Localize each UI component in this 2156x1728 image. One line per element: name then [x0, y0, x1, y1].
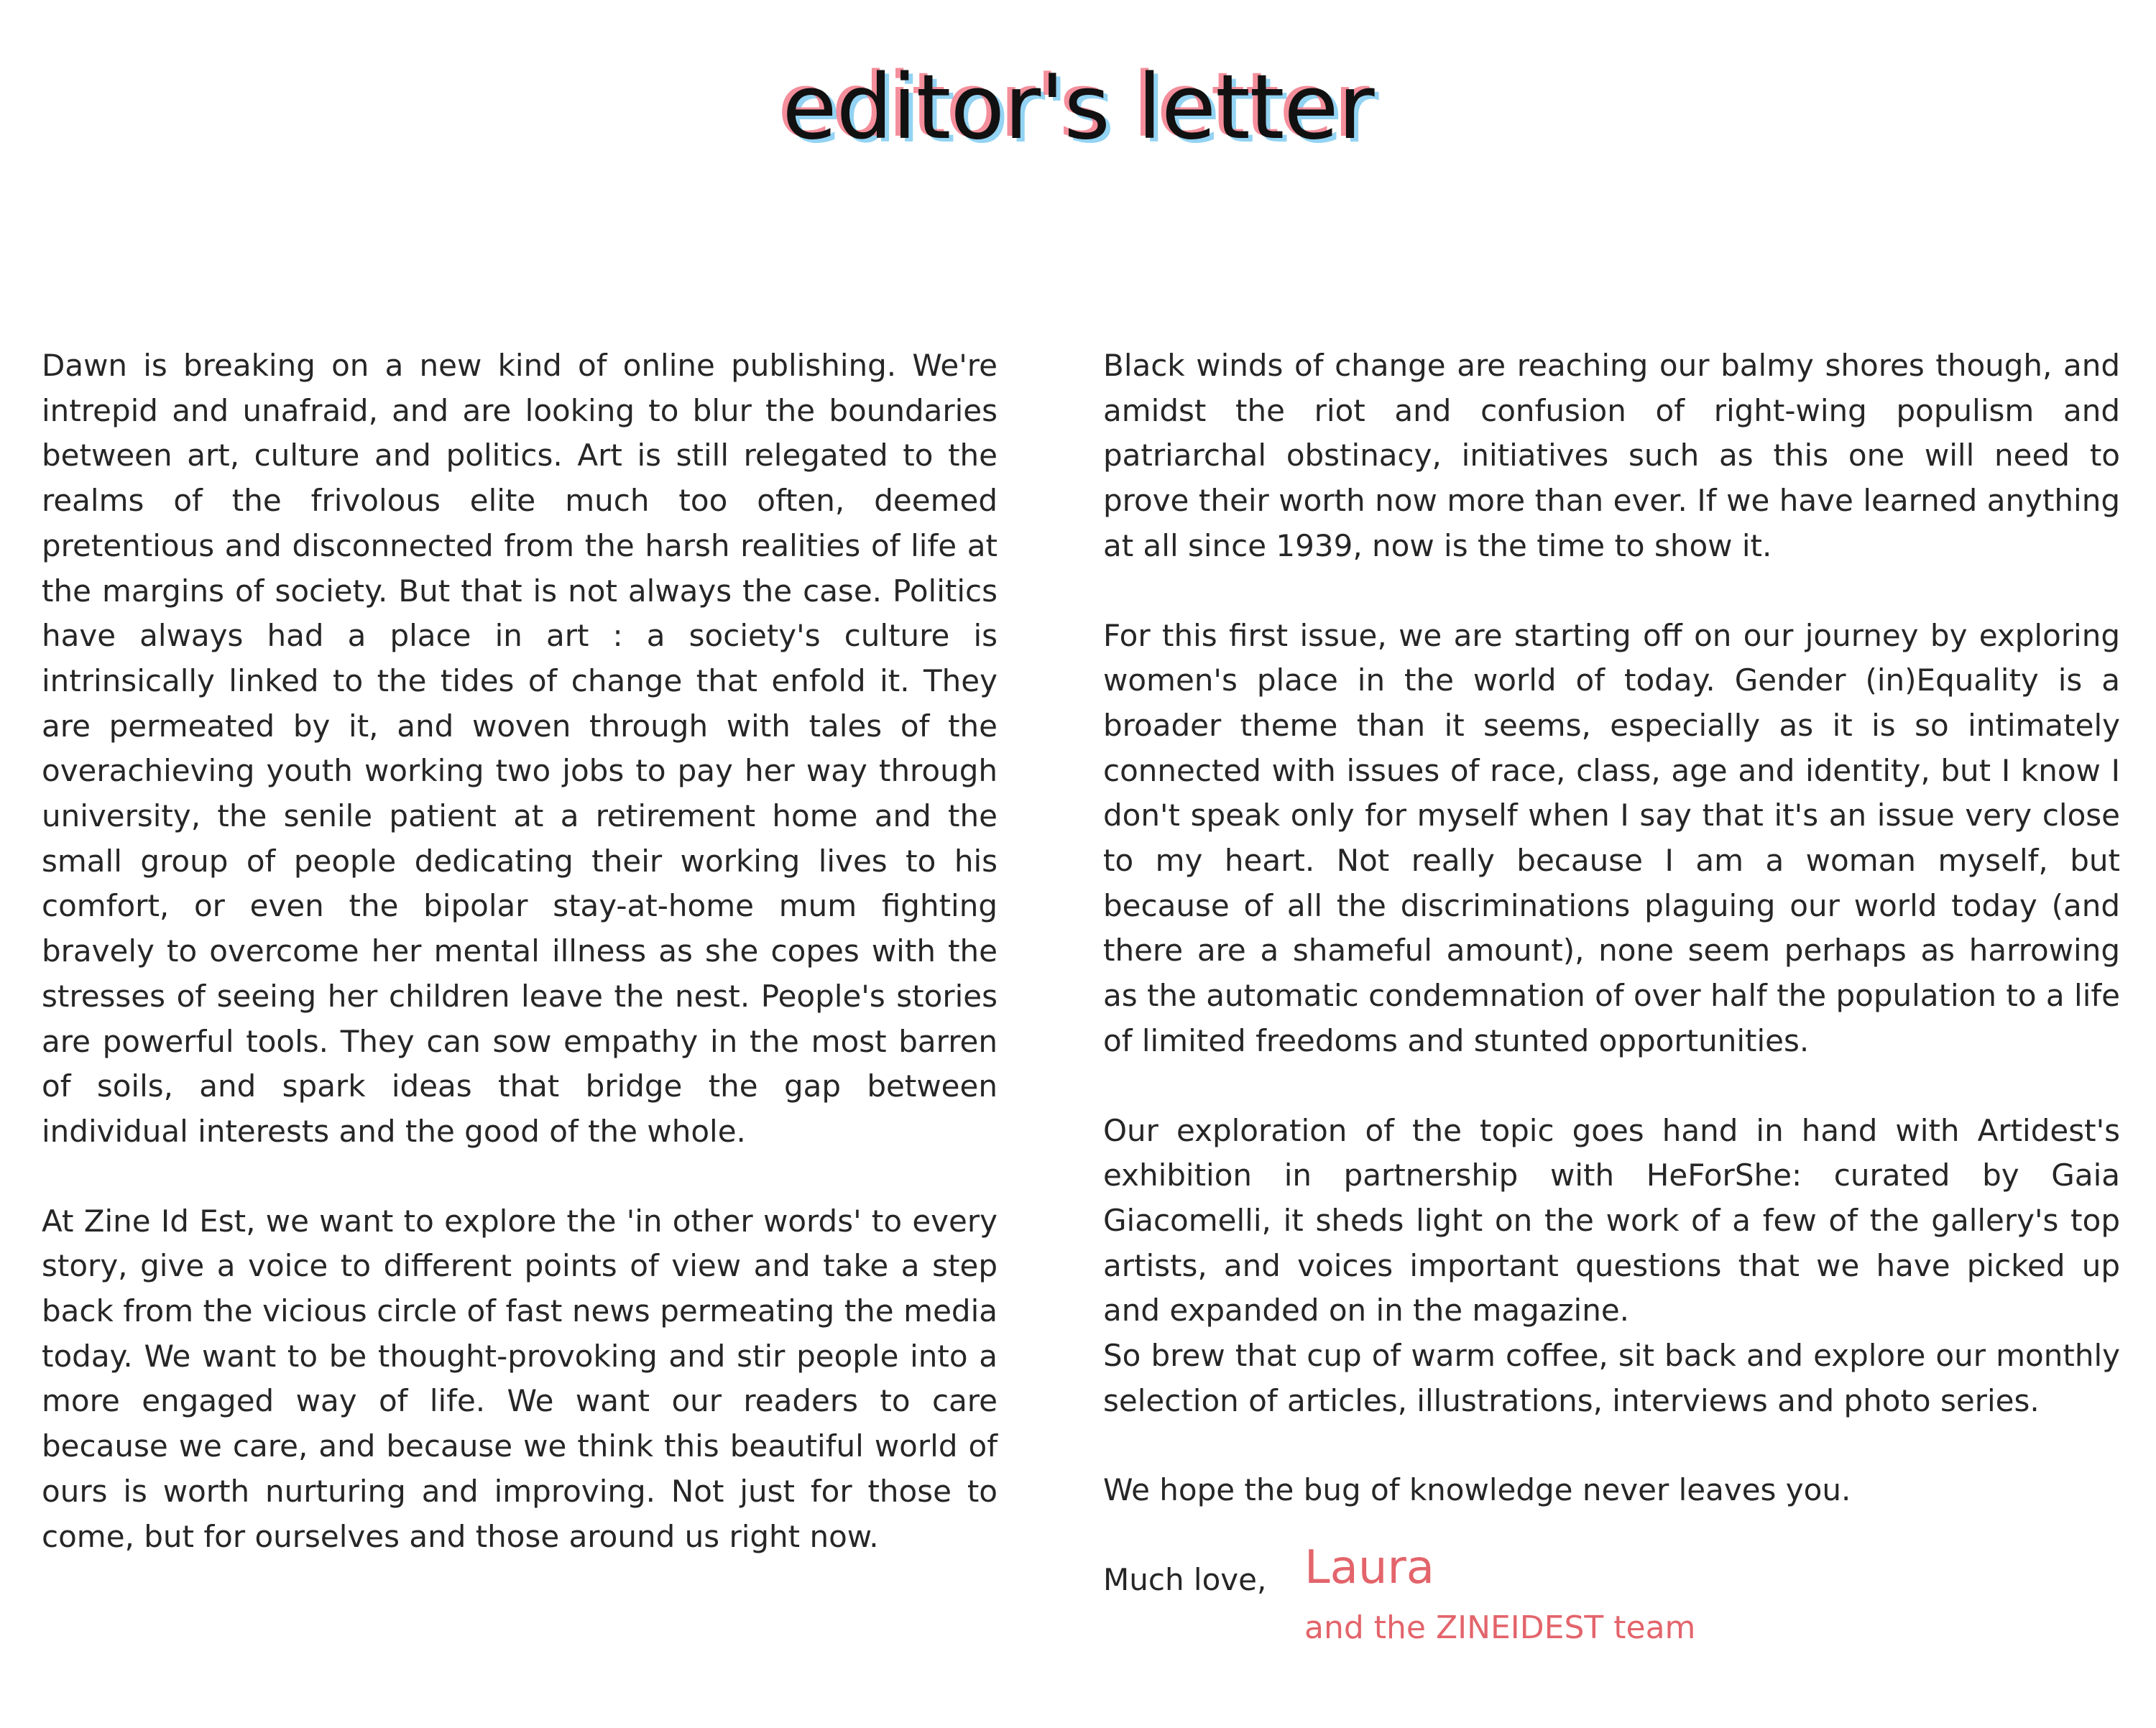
- right-paragraph-5: We hope the bug of knowledge never leaves you.: [1103, 1472, 1851, 1508]
- right-paragraph-3: Our exploration of the topic goes hand in hand with Artidest's exhibition in partnership with HeForShe: curated by Gaia Giacomelli, it sheds light on the work of a few of the gallery's top artists, and voices important questions that we have picked up and expanded on in the magazine.: [1103, 1112, 2120, 1329]
- left-column: [42, 343, 998, 1559]
- page-title: editor's letter: [782, 56, 1374, 160]
- left-paragraph-2: At Zine Id Est, we want to explore the 'in other words' to every story, give a voice to different points of view and take a step back from the vicious circle of fast news permeating the media today. We want to be thought-provoking and stir people into a more engaged way of life. We want our readers to care because we care, and because we think this beautiful world of ours is worth nurturing and improving. Not just for those to come, but for ourselves and those around us right now.: [42, 1203, 998, 1554]
- left-paragraph-1: Dawn is breaking on a new kind of online publishing. We're intrepid and unafraid, and are looking to blur the boundaries between art, culture and politics. Art is still relegated to the realms of the frivolous elite much too often, deemed pretentious and disconnected from the harsh realities of life at the margins of society. But that is not always the case. Politics have always had a place in art : a society's culture is intrinsically linked to the tides of change that enfold it. They are permeated by it, and woven through with tales of the overachieving youth working two jobs to pay her way through university, the senile patient at a retirement home and the small group of people dedicating their working lives to his comfort, or even the bipolar stay-at-home mum fighting bravely to overcome her mental illness as she copes with the stresses of seeing her children leave the nest. People's stories are powerful tools. They can sow empathy in the most barren of soils, and spark ideas that bridge the gap between individual interests and the good of the whole.: [42, 348, 998, 1149]
- signature-name: Laura: [1304, 1541, 1434, 1594]
- signature: [1304, 1541, 1696, 1646]
- right-paragraph-2: For this first issue, we are starting off on our journey by exploring women's place in the world of today. Gender (in)Equality is a broader theme than it seems, especially as it is so intimately connected with issues of race, class, age and identity, but I know I don't speak only for myself when I say that it's an issue very close to my heart. Not really because I am a woman myself, but because of all the discriminations plaguing our world today (and there are a shameful amount), none seem perhaps as harrowing as the automatic condemnation of over half the population to a life of limited freedoms and stunted opportunities.: [1103, 617, 2120, 1058]
- signature-team: and the ZINEIDEST team: [1304, 1609, 1696, 1646]
- sign-off: Much love,: [1103, 1562, 1267, 1598]
- right-paragraph-4: So brew that cup of warm coffee, sit back and explore our monthly selection of articles, illustrations, interviews and photo series.: [1103, 1338, 2120, 1418]
- right-paragraph-1: Black winds of change are reaching our balmy shores though, and amidst the riot and confusion of right-wing populism and patriarchal obstinacy, initiatives such as this one will need to prove their worth now more than ever. If we have learned anything at all since 1939, now is the time to show it.: [1103, 348, 2120, 563]
- right-column: [1103, 343, 2120, 1603]
